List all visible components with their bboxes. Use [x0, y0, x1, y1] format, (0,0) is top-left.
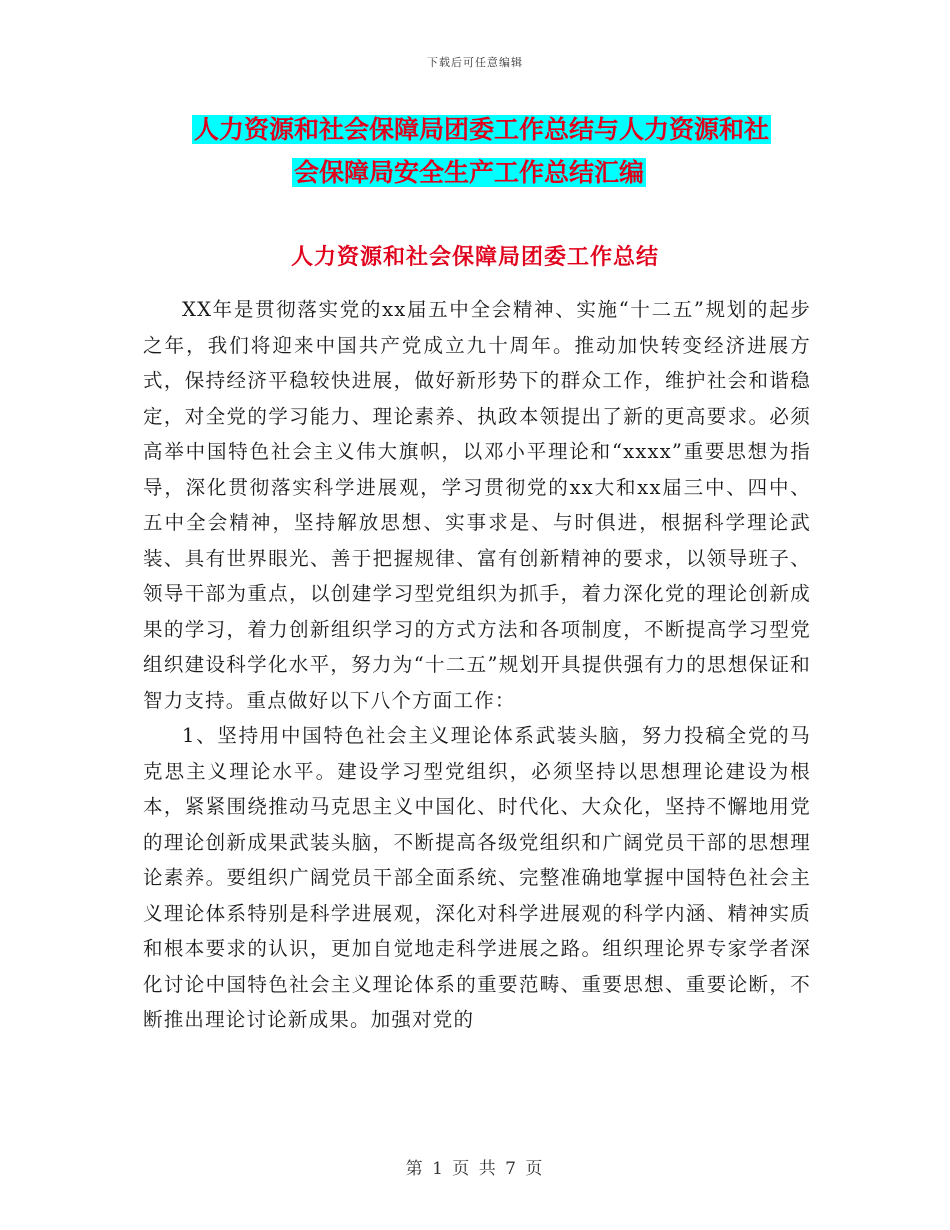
section-title: 人力资源和社会保障局团委工作总结 — [290, 244, 659, 270]
paragraph-item-1: 1、坚持用中国特色社会主义理论体系武装头脑，努力投稿全党的马克思主义理论水平。建设学习型党组织，必须坚持以思想理论建设为根本，紧紧围绕推动马克思主义中国化、时代化、大众化，坚持不懈地用党的理论创新成果武装头脑，不断提高各级党组织和广阔党员干部的思想理论素养。要组织广阔党员干部全面系统、完整准确地掌握中国特色社会主义理论体系特别是科学进展观，深化对科学进展观的科学内涵、精神实质和根本要求的认识，更加自觉地走科学进展之路。组织理论界专家学者深化讨论中国特色社会主义理论体系的重要范畴、重要思想、重要论断，不断推出理论讨论新成果。加强对党的 — [143, 724, 811, 1031]
document-title-line-1 — [192, 108, 820, 151]
page-footer: 第 1 页 共 7 页 — [405, 1159, 545, 1179]
header-note: 下载后可任意编辑 — [427, 56, 523, 69]
document-title — [140, 108, 820, 194]
body-text — [143, 292, 811, 1038]
document-title-line-2 — [292, 151, 820, 194]
paragraph-intro: XX年是贯彻落实党的xx届五中全会精神、实施“十二五”规划的起步之年，我们将迎来中国共产党成立九十周年。推动加快转变经济进展方式，保持经济平稳较快进展，做好新形势下的群众工作，维护社会和谐稳定，对全党的学习能力、理论素养、执政本领提出了新的更高要求。必须高举中国特色社会主义伟大旗帜，以邓小平理论和“xxxx”重要思想为指导，深化贯彻落实科学进展观，学习贯彻党的xx大和xx届三中、四中、五中全会精神，坚持解放思想、实事求是、与时俱进，根据科学理论武装、具有世界眼光、善于把握规律、富有创新精神的要求，以领导班子、领导干部为重点，以创建学习型党组织为抓手，着力深化党的理论创新成果的学习，着力创新组织学习的方式方法和各项制度，不断提高学习型党组织建设科学化水平，努力为“十二五”规划开具提供强有力的思想保证和智力支持。重点做好以下八个方面工作： — [143, 298, 811, 712]
title-highlight-2: 会保障局安全生产工作总结汇编 — [294, 158, 645, 187]
title-highlight-1: 人力资源和社会保障局团委工作总结与人力资源和社 — [194, 115, 770, 144]
